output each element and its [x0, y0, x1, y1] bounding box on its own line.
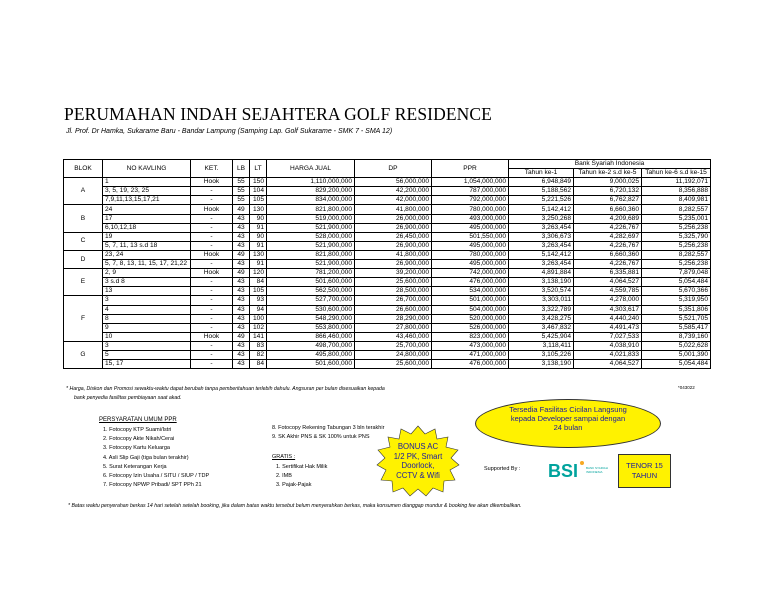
cell-blok: G	[64, 341, 103, 368]
cell-harga-jual: 530,600,000	[267, 305, 355, 314]
cell-tahun-1: 5,188,562	[509, 187, 574, 196]
cell-lt: 100	[250, 314, 267, 323]
cell-dp: 56,000,000	[355, 178, 432, 187]
price-notes	[66, 385, 385, 403]
cell-tahun-6-15: 5,054,484	[642, 278, 711, 287]
list-item: 2. Fotocopy Akte Nikah/Cerai	[103, 436, 175, 443]
cell-tahun-2-5: 4,278,000	[574, 296, 642, 305]
svg-text:BANK SYARIAH: BANK SYARIAH	[586, 466, 608, 470]
cell-dp: 26,450,000	[355, 232, 432, 241]
cell-lb: 43	[233, 223, 250, 232]
cell-no-kavling: 19	[103, 232, 191, 241]
cell-no-kavling: 3 s.d 8	[103, 278, 191, 287]
cell-tahun-1: 3,138,190	[509, 278, 574, 287]
header-bank: Bank Syariah Indonesia	[509, 160, 711, 169]
footer-note: * Batas waktu penyerahan berkas 14 hari setelah setelah booking, jika dalam batas waktu tersebut belum menyerahkan berkas, maka konsumen dianggap mundur & booking fee akan dikembalikan.	[68, 503, 522, 509]
cell-ket: -	[191, 187, 233, 196]
cell-lb: 43	[233, 260, 250, 269]
cell-dp: 28,290,000	[355, 314, 432, 323]
cell-dp: 25,700,000	[355, 341, 432, 350]
cell-no-kavling: 1	[103, 178, 191, 187]
cell-lt: 84	[250, 360, 267, 369]
cell-ket: -	[191, 296, 233, 305]
cell-dp: 25,600,000	[355, 278, 432, 287]
cell-dp: 42,000,000	[355, 196, 432, 205]
cell-harga-jual: 501,600,000	[267, 360, 355, 369]
cell-tahun-6-15: 5,325,790	[642, 232, 711, 241]
cell-ppr: 476,000,000	[432, 360, 509, 369]
cell-tahun-1: 5,142,412	[509, 205, 574, 214]
cell-no-kavling: 5, 7, 11, 13 s.d 18	[103, 241, 191, 250]
cell-tahun-1: 3,138,190	[509, 360, 574, 369]
cell-lb: 49	[233, 332, 250, 341]
table-row	[64, 205, 711, 214]
cell-dp: 41,800,000	[355, 250, 432, 259]
cell-ppr: 780,000,000	[432, 250, 509, 259]
header-lb: LB	[233, 160, 250, 178]
cell-tahun-1: 3,467,832	[509, 323, 574, 332]
gratis-title: GRATIS :	[272, 454, 296, 460]
cell-ket: Hook	[191, 332, 233, 341]
svg-text:INDONESIA: INDONESIA	[586, 470, 603, 474]
cell-ppr: 787,000,000	[432, 187, 509, 196]
cell-lb: 43	[233, 214, 250, 223]
cell-ppr: 501,550,000	[432, 232, 509, 241]
cell-lb: 49	[233, 205, 250, 214]
cell-lb: 49	[233, 250, 250, 259]
cell-ppr: 534,000,000	[432, 287, 509, 296]
table-row	[64, 241, 711, 250]
cell-tahun-1: 3,118,411	[509, 341, 574, 350]
cell-tahun-1: 3,263,454	[509, 260, 574, 269]
svg-text:BSI: BSI	[548, 461, 579, 480]
cell-dp: 39,200,000	[355, 269, 432, 278]
cell-ppr: 780,000,000	[432, 205, 509, 214]
cell-lb: 49	[233, 269, 250, 278]
header-no-kavling: NO KAVLING	[103, 160, 191, 178]
cell-blok: D	[64, 250, 103, 268]
header-tahun-6-15: Tahun ke-6 s.d ke-15	[642, 169, 711, 178]
cell-no-kavling: 24	[103, 205, 191, 214]
cell-lt: 150	[250, 178, 267, 187]
table-row	[64, 296, 711, 305]
header-lt: LT	[250, 160, 267, 178]
cell-harga-jual: 548,290,000	[267, 314, 355, 323]
cell-ppr: 520,000,000	[432, 314, 509, 323]
cell-tahun-2-5: 4,303,617	[574, 305, 642, 314]
cell-ket: -	[191, 360, 233, 369]
cell-tahun-2-5: 4,559,785	[574, 287, 642, 296]
list-item: 7. Fotocopy NPWP Pribadi/ SPT PPh 21	[103, 482, 202, 489]
cell-ppr: 823,000,000	[432, 332, 509, 341]
cell-dp: 42,200,000	[355, 187, 432, 196]
tenor-line: TAHUN	[631, 471, 658, 480]
cell-lb: 43	[233, 278, 250, 287]
table-row	[64, 314, 711, 323]
cell-tahun-6-15: 8,409,981	[642, 196, 711, 205]
cell-no-kavling: 5	[103, 350, 191, 359]
cell-ket: -	[191, 350, 233, 359]
cell-ppr: 742,000,000	[432, 269, 509, 278]
cell-lt: 90	[250, 232, 267, 241]
cell-dp: 27,800,000	[355, 323, 432, 332]
cell-tahun-2-5: 9,000,025	[574, 178, 642, 187]
cell-tahun-2-5: 4,064,527	[574, 360, 642, 369]
cell-harga-jual: 821,800,000	[267, 205, 355, 214]
cell-lb: 43	[233, 241, 250, 250]
reference-code: *043022	[678, 385, 695, 390]
cell-ppr: 792,000,000	[432, 196, 509, 205]
cell-tahun-6-15: 5,351,806	[642, 305, 711, 314]
cell-tahun-6-15: 5,256,238	[642, 223, 711, 232]
cell-dp: 26,600,000	[355, 305, 432, 314]
table-row	[64, 350, 711, 359]
cell-ket: -	[191, 323, 233, 332]
price-list-table	[63, 159, 711, 369]
cell-ppr: 473,000,000	[432, 341, 509, 350]
list-item: 2. IMB	[276, 473, 292, 480]
cell-lt: 105	[250, 196, 267, 205]
cell-lb: 43	[233, 287, 250, 296]
cell-tahun-6-15: 5,001,390	[642, 350, 711, 359]
cell-blok: E	[64, 269, 103, 296]
cell-tahun-6-15: 8,282,557	[642, 205, 711, 214]
cell-tahun-6-15: 5,319,950	[642, 296, 711, 305]
cell-lb: 43	[233, 360, 250, 369]
cell-ket: -	[191, 241, 233, 250]
page-title: PERUMAHAN INDAH SEJAHTERA GOLF RESIDENCE	[64, 104, 492, 124]
table-row	[64, 323, 711, 332]
cell-ppr: 504,000,000	[432, 305, 509, 314]
cell-ppr: 526,000,000	[432, 323, 509, 332]
cell-ppr: 501,000,000	[432, 296, 509, 305]
table-row	[64, 260, 711, 269]
cell-harga-jual: 866,460,000	[267, 332, 355, 341]
cell-dp: 26,700,000	[355, 296, 432, 305]
cell-tahun-1: 5,221,526	[509, 196, 574, 205]
table-row	[64, 287, 711, 296]
cell-tahun-6-15: 5,235,001	[642, 214, 711, 223]
cell-ket: Hook	[191, 269, 233, 278]
note-line: bank penyedia fasilitas pembiayaan saat akad.	[74, 395, 182, 401]
cell-ket: -	[191, 341, 233, 350]
cell-harga-jual: 528,000,000	[267, 232, 355, 241]
cell-no-kavling: 3	[103, 341, 191, 350]
cell-harga-jual: 562,500,000	[267, 287, 355, 296]
cell-lb: 55	[233, 178, 250, 187]
cell-tahun-2-5: 7,027,533	[574, 332, 642, 341]
cell-tahun-6-15: 7,879,048	[642, 269, 711, 278]
cell-ket: -	[191, 214, 233, 223]
cell-tahun-2-5: 4,209,689	[574, 214, 642, 223]
promo-line: Tersedia Fasilitas Cicilan Langsung	[509, 405, 627, 414]
cell-tahun-1: 5,425,904	[509, 332, 574, 341]
cell-ppr: 476,000,000	[432, 278, 509, 287]
address-line: Jl. Prof. Dr Hamka, Sukarame Baru - Bandar Lampung (Samping Lap. Golf Sukarame - SMK 7 - SMA 12)	[66, 128, 393, 135]
table-row	[64, 232, 711, 241]
cell-lb: 55	[233, 196, 250, 205]
table-row	[64, 305, 711, 314]
cell-harga-jual: 821,800,000	[267, 250, 355, 259]
table-row	[64, 278, 711, 287]
table-row	[64, 360, 711, 369]
cell-lt: 93	[250, 296, 267, 305]
cell-tahun-2-5: 4,226,767	[574, 241, 642, 250]
cell-tahun-6-15: 5,256,238	[642, 241, 711, 250]
cell-lb: 43	[233, 323, 250, 332]
tenor-box	[618, 454, 671, 488]
cell-ppr: 471,000,000	[432, 350, 509, 359]
cell-tahun-1: 3,263,454	[509, 223, 574, 232]
bonus-line: CCTV & Wifi	[396, 470, 440, 480]
cell-no-kavling: 23, 24	[103, 250, 191, 259]
cell-ket: -	[191, 196, 233, 205]
cell-ppr: 1,054,000,000	[432, 178, 509, 187]
cell-ppr: 495,000,000	[432, 241, 509, 250]
cell-tahun-1: 6,948,849	[509, 178, 574, 187]
table-row	[64, 332, 711, 341]
cell-lt: 130	[250, 205, 267, 214]
cell-lt: 83	[250, 341, 267, 350]
requirements-list-right	[272, 424, 384, 442]
cell-no-kavling: 8	[103, 314, 191, 323]
cell-lb: 55	[233, 187, 250, 196]
cell-ket: -	[191, 287, 233, 296]
header-tahun-2-5: Tahun ke-2 s.d ke-5	[574, 169, 642, 178]
cell-ket: -	[191, 305, 233, 314]
cell-lt: 141	[250, 332, 267, 341]
cell-dp: 26,000,000	[355, 214, 432, 223]
cell-lt: 130	[250, 250, 267, 259]
list-item: 3. Fotocopy Kartu Keluarga	[103, 445, 170, 452]
cell-lt: 82	[250, 350, 267, 359]
cell-no-kavling: 15, 17	[103, 360, 191, 369]
cell-tahun-6-15: 5,022,628	[642, 341, 711, 350]
installment-promo-oval	[475, 399, 661, 448]
requirements-list-left	[103, 426, 209, 490]
cell-tahun-2-5: 4,282,697	[574, 232, 642, 241]
cell-ket: -	[191, 278, 233, 287]
cell-no-kavling: 3	[103, 296, 191, 305]
supported-by-label: Supported By :	[484, 466, 521, 472]
cell-dp: 43,460,000	[355, 332, 432, 341]
cell-ket: -	[191, 223, 233, 232]
bonus-text	[376, 442, 460, 480]
cell-harga-jual: 1,110,000,000	[267, 178, 355, 187]
cell-tahun-6-15: 5,521,705	[642, 314, 711, 323]
cell-lt: 104	[250, 187, 267, 196]
cell-ket: -	[191, 232, 233, 241]
cell-tahun-1: 3,520,574	[509, 287, 574, 296]
list-item: 9. SK Akhir PNS & SK 100% untuk PNS	[272, 434, 370, 441]
cell-tahun-2-5: 6,660,360	[574, 250, 642, 259]
cell-ket: Hook	[191, 250, 233, 259]
cell-no-kavling: 13	[103, 287, 191, 296]
cell-tahun-6-15: 5,585,417	[642, 323, 711, 332]
cell-dp: 41,800,000	[355, 205, 432, 214]
cell-dp: 25,600,000	[355, 360, 432, 369]
cell-ket: -	[191, 260, 233, 269]
table-row	[64, 214, 711, 223]
note-line: * Harga, Diskon dan Promosi sewaktu-waktu dapat berubah tanpa pemberitahuan terlebih dahulu. Angsuran per bulan disesuaikan kepada	[66, 386, 385, 392]
gratis-list	[276, 463, 327, 491]
list-item: 1. Sertifikat Hak Milik	[276, 464, 328, 470]
bonus-line: BONUS AC	[397, 442, 439, 451]
cell-no-kavling: 6,10,12,18	[103, 223, 191, 232]
cell-lb: 43	[233, 350, 250, 359]
cell-tahun-2-5: 4,038,910	[574, 341, 642, 350]
cell-lt: 94	[250, 305, 267, 314]
cell-harga-jual: 781,200,000	[267, 269, 355, 278]
cell-no-kavling: 9	[103, 323, 191, 332]
bsi-logo-icon	[548, 460, 618, 480]
header-ppr: PPR	[432, 160, 509, 178]
cell-dp: 28,500,000	[355, 287, 432, 296]
cell-blok: B	[64, 205, 103, 232]
cell-ket: Hook	[191, 205, 233, 214]
table-row	[64, 269, 711, 278]
cell-blok: A	[64, 178, 103, 205]
cell-tahun-2-5: 4,226,767	[574, 260, 642, 269]
cell-tahun-6-15: 8,739,160	[642, 332, 711, 341]
cell-lt: 84	[250, 278, 267, 287]
cell-no-kavling: 4	[103, 305, 191, 314]
table-row	[64, 196, 711, 205]
cell-ket: -	[191, 314, 233, 323]
cell-tahun-6-15: 11,192,071	[642, 178, 711, 187]
cell-tahun-1: 3,322,789	[509, 305, 574, 314]
cell-blok: F	[64, 296, 103, 341]
cell-tahun-1: 4,891,884	[509, 269, 574, 278]
cell-lb: 43	[233, 341, 250, 350]
cell-tahun-2-5: 4,491,473	[574, 323, 642, 332]
cell-lt: 90	[250, 214, 267, 223]
header-blok: BLOK	[64, 160, 103, 178]
table-row	[64, 223, 711, 232]
promo-line: kepada Developer sampai dengan	[510, 414, 626, 423]
promo-line: 24 bulan	[553, 423, 583, 432]
cell-harga-jual: 519,000,000	[267, 214, 355, 223]
cell-ppr: 493,000,000	[432, 214, 509, 223]
list-item: 8. Fotocopy Rekening Tabungan 3 bln terakhir	[272, 425, 385, 431]
cell-tahun-1: 3,303,011	[509, 296, 574, 305]
cell-tahun-6-15: 5,054,484	[642, 360, 711, 369]
cell-ppr: 495,000,000	[432, 223, 509, 232]
cell-tahun-1: 3,250,268	[509, 214, 574, 223]
cell-dp: 26,900,000	[355, 223, 432, 232]
table-row	[64, 250, 711, 259]
cell-dp: 24,800,000	[355, 350, 432, 359]
cell-lb: 43	[233, 232, 250, 241]
requirements-title: PERSYARATAN UMUM PPR	[99, 417, 177, 423]
cell-lt: 91	[250, 260, 267, 269]
cell-tahun-6-15: 8,282,557	[642, 250, 711, 259]
cell-harga-jual: 501,600,000	[267, 278, 355, 287]
cell-tahun-6-15: 5,256,238	[642, 260, 711, 269]
cell-tahun-2-5: 4,021,833	[574, 350, 642, 359]
table-row	[64, 187, 711, 196]
cell-no-kavling: 7,9,11,13,15,17,21	[103, 196, 191, 205]
cell-lb: 43	[233, 305, 250, 314]
cell-no-kavling: 5, 7, 8, 13, 11, 15, 17, 21,22	[103, 260, 191, 269]
cell-tahun-2-5: 4,226,767	[574, 223, 642, 232]
list-item: 5. Surat Keterangan Kerja	[103, 463, 167, 470]
cell-harga-jual: 495,800,000	[267, 350, 355, 359]
cell-lt: 105	[250, 287, 267, 296]
cell-tahun-1: 3,105,226	[509, 350, 574, 359]
cell-harga-jual: 829,200,000	[267, 187, 355, 196]
cell-blok: C	[64, 232, 103, 250]
cell-harga-jual: 834,000,000	[267, 196, 355, 205]
cell-tahun-2-5: 4,064,527	[574, 278, 642, 287]
cell-no-kavling: 10	[103, 332, 191, 341]
cell-tahun-6-15: 5,670,366	[642, 287, 711, 296]
cell-harga-jual: 521,900,000	[267, 260, 355, 269]
cell-no-kavling: 17	[103, 214, 191, 223]
cell-harga-jual: 498,700,000	[267, 341, 355, 350]
cell-lt: 102	[250, 323, 267, 332]
cell-tahun-2-5: 6,660,360	[574, 205, 642, 214]
cell-tahun-6-15: 8,356,888	[642, 187, 711, 196]
cell-tahun-2-5: 6,762,827	[574, 196, 642, 205]
bonus-line: 1/2 PK, Smart	[393, 451, 443, 461]
list-item: 3. Pajak-Pajak	[276, 482, 312, 489]
cell-harga-jual: 527,700,000	[267, 296, 355, 305]
cell-lt: 91	[250, 241, 267, 250]
header-tahun-1: Tahun ke-1	[509, 169, 574, 178]
header-ket: KET.	[191, 160, 233, 178]
bonus-line: Doorlock,	[401, 461, 435, 470]
cell-lt: 91	[250, 223, 267, 232]
list-item: 4. Asli Slip Gaji (tiga bulan terakhir)	[103, 454, 189, 461]
header-harga-jual: HARGA JUAL	[267, 160, 355, 178]
cell-tahun-2-5: 6,720,132	[574, 187, 642, 196]
cell-harga-jual: 521,900,000	[267, 241, 355, 250]
cell-lb: 43	[233, 314, 250, 323]
cell-harga-jual: 521,900,000	[267, 223, 355, 232]
cell-no-kavling: 3, 5, 19, 23, 25	[103, 187, 191, 196]
cell-tahun-1: 5,142,412	[509, 250, 574, 259]
cell-lb: 43	[233, 296, 250, 305]
cell-ket: Hook	[191, 178, 233, 187]
table-header-row	[64, 160, 711, 169]
table-row	[64, 178, 711, 187]
bsi-logo	[548, 460, 618, 480]
cell-tahun-1: 3,306,673	[509, 232, 574, 241]
cell-lt: 120	[250, 269, 267, 278]
cell-tahun-2-5: 4,440,240	[574, 314, 642, 323]
cell-harga-jual: 553,800,000	[267, 323, 355, 332]
list-item: 1. Fotocopy KTP Suami/Istri	[103, 427, 172, 433]
list-item: 6. Fotocopy Izin Usaha / SITU / SIUP / TDP	[103, 473, 210, 480]
cell-tahun-1: 3,263,454	[509, 241, 574, 250]
cell-tahun-2-5: 6,335,881	[574, 269, 642, 278]
tenor-line: TENOR 15	[626, 461, 663, 470]
cell-dp: 26,900,000	[355, 241, 432, 250]
table-row	[64, 341, 711, 350]
cell-dp: 26,900,000	[355, 260, 432, 269]
header-dp: DP	[355, 160, 432, 178]
cell-ppr: 495,000,000	[432, 260, 509, 269]
cell-tahun-1: 3,428,275	[509, 314, 574, 323]
cell-no-kavling: 2, 9	[103, 269, 191, 278]
